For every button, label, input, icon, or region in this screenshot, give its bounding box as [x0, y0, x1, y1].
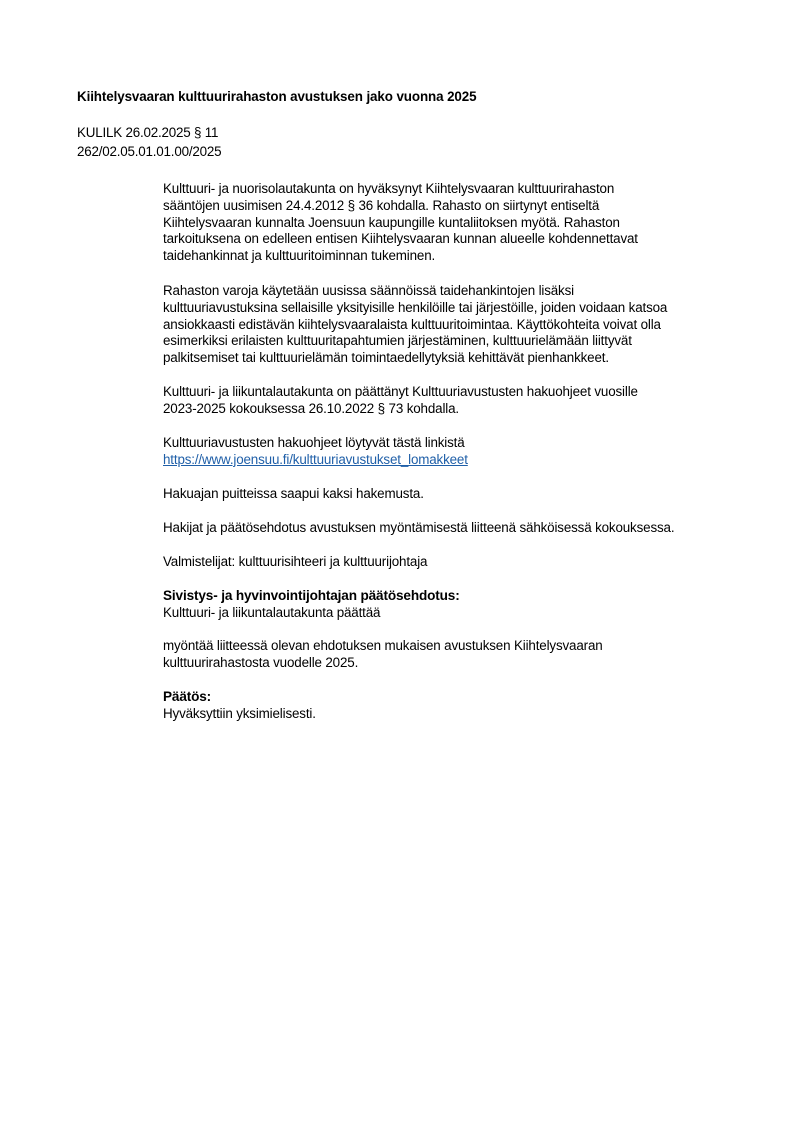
diary-number: 262/02.05.01.01.00/2025 [77, 144, 222, 159]
decision-heading: Päätös: [163, 688, 212, 704]
text-line: Rahaston varoja käytetään uusissa säännöissä taidehankintojen lisäksi [163, 283, 574, 298]
text-line: Kulttuuri- ja liikuntalautakunta on päättänyt Kulttuuriavustusten hakuohjeet vuosille [163, 384, 638, 399]
meeting-reference: KULILK 26.02.2025 § 11 [77, 125, 219, 140]
guidelines-link[interactable]: https://www.joensuu.fi/kulttuuriavustukset_lomakkeet [163, 451, 468, 467]
proposal-section [163, 588, 763, 722]
proposal-line: Kulttuuri- ja liikuntalautakunta päättää [163, 604, 381, 620]
text-line: ansiokkaasti edistävän kiihtelysvaaralaista kulttuuritoimintaa. Käyttökohteita voivat olla [163, 316, 661, 332]
text-line: palkitsemiset tai kulttuurielämän toimintaedellytyksiä kehittävät pienhankkeet. [163, 350, 609, 366]
proposal-line: myöntää liitteessä olevan ehdotuksen mukaisen avustuksen Kiihtelysvaaran [163, 638, 603, 654]
text-line: Hakijat ja päätösehdotus avustuksen myöntämisestä liitteenä sähköisessä kokouksessa. [163, 520, 675, 535]
proposal-line: kulttuurirahastosta vuodelle 2025. [163, 655, 359, 671]
paragraph-fund-usage [163, 283, 763, 367]
text-line: Kulttuuriavustusten hakuohjeet löytyvät tästä linkistä [163, 435, 465, 450]
text-line: Valmistelijat: kulttuurisihteeri ja kulttuurijohtaja [163, 554, 428, 569]
paragraph-guidelines-link [163, 435, 763, 469]
paragraph-fund-background [163, 181, 763, 265]
paragraph-guidelines-decision [163, 384, 763, 418]
paragraph-attachment [163, 520, 763, 537]
paragraph-applications [163, 486, 763, 503]
decision-text: Hyväksyttiin yksimielisesti. [163, 705, 316, 721]
text-line: 2023-2025 kokouksessa 26.10.2022 § 73 kohdalla. [163, 400, 459, 416]
paragraph-preparers [163, 554, 763, 571]
proposal-heading: Sivistys- ja hyvinvointijohtajan päätösehdotus: [163, 588, 460, 603]
text-line: sääntöjen uusimisen 24.4.2012 § 36 kohdalla. Rahasto on siirtynyt entiseltä [163, 197, 600, 213]
text-line: taidehankinnat ja kulttuuritoiminnan tukeminen. [163, 248, 436, 264]
text-line: Kulttuuri- ja nuorisolautakunta on hyväksynyt Kiihtelysvaaran kulttuurirahaston [163, 181, 615, 196]
text-line: tarkoituksena on edelleen entisen Kiihtelysvaaran kunnan alueelle kohdennettavat [163, 231, 638, 247]
text-line: Hakuajan puitteissa saapui kaksi hakemusta. [163, 486, 424, 501]
text-line: kulttuuriavustuksina sellaisille yksityisille henkilöille tai järjestöille, joiden voidaan katsoa [163, 299, 668, 315]
document-title: Kiihtelysvaaran kulttuurirahaston avustuksen jako vuonna 2025 [77, 89, 477, 104]
text-line: Kiihtelysvaaran kunnalta Joensuun kaupungille kuntaliitoksen myötä. Rahaston [163, 214, 620, 230]
text-line: esimerkiksi erilaisten kulttuuritapahtumien järjestäminen, kulttuurielämään liittyvät [163, 333, 632, 349]
